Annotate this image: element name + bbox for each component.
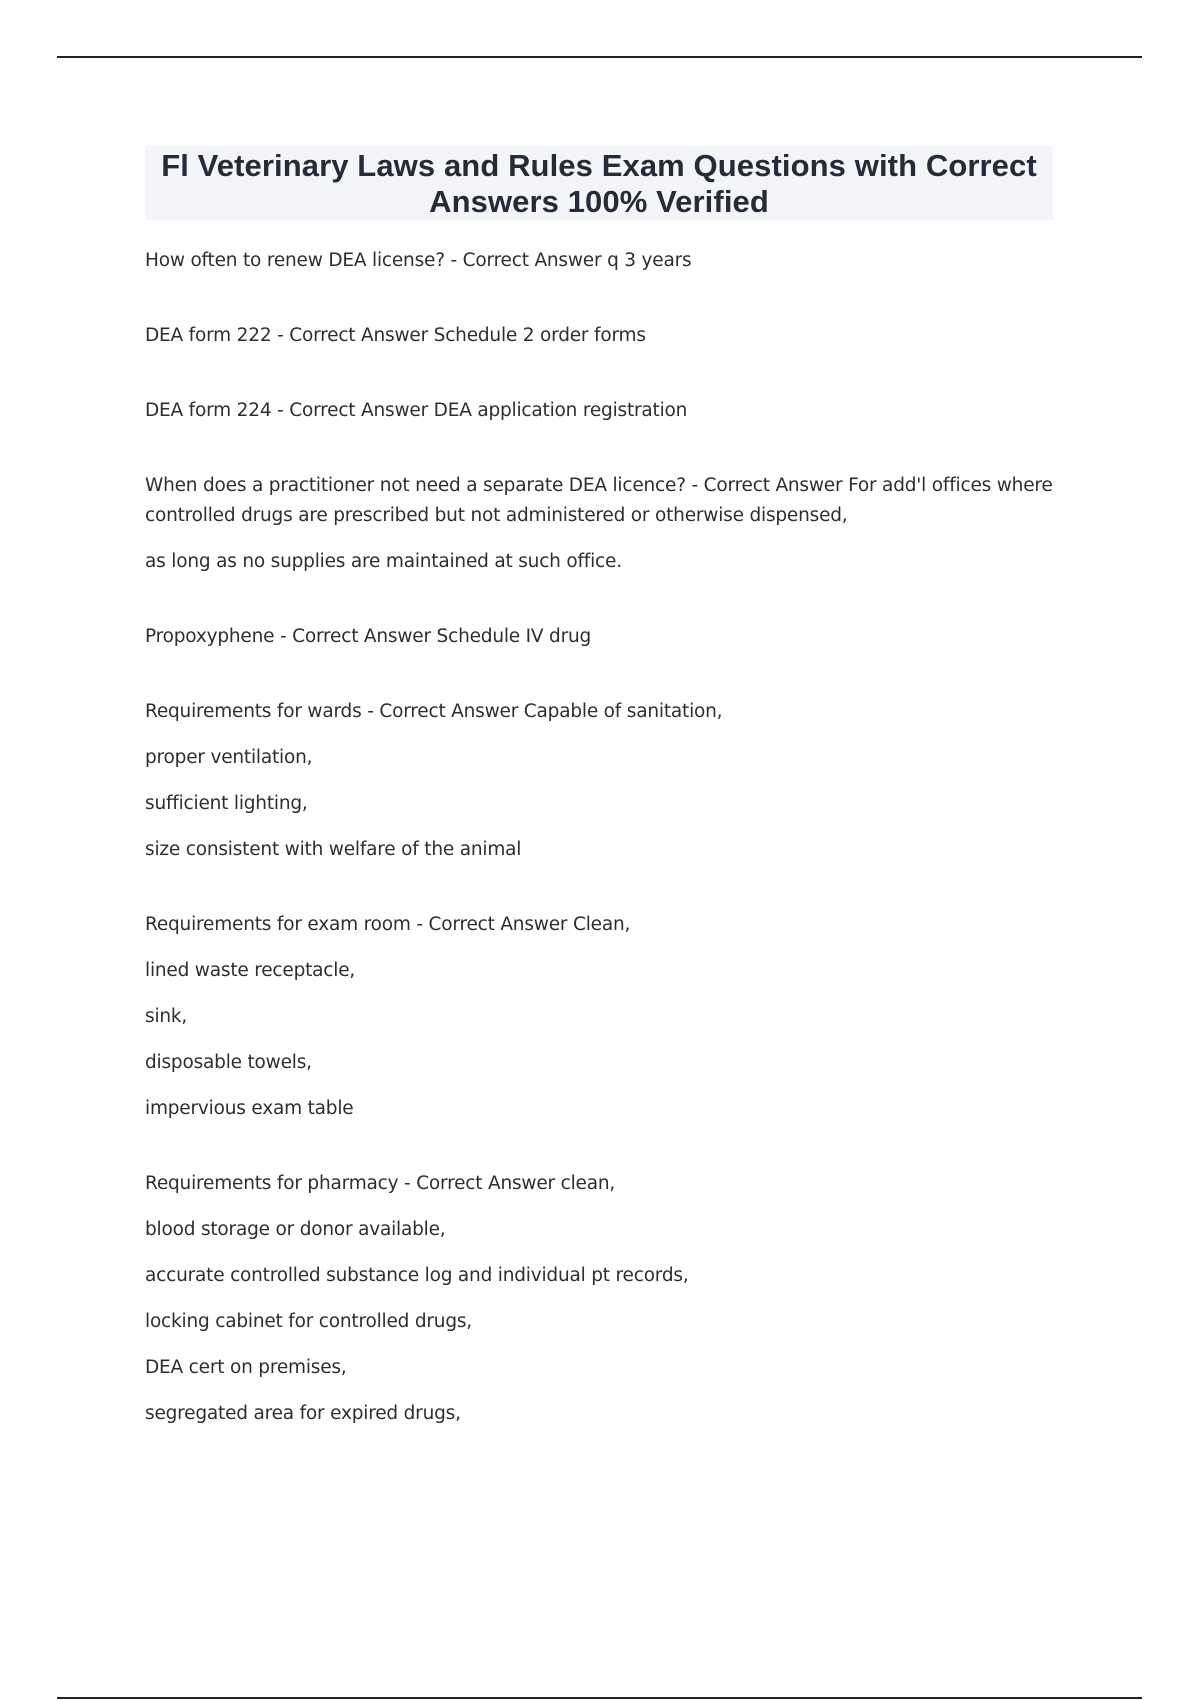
qa-question: How often to renew DEA license? - Correct Answer q 3 years [145,250,692,271]
qa-question: DEA form 222 - Correct Answer Schedule 2 order forms [145,325,646,346]
qa-answer-line: lined waste receptacle, [145,960,356,981]
qa-answer-line: DEA cert on premises, [145,1357,347,1378]
qa-question: Requirements for pharmacy - Correct Answer clean, [145,1173,616,1194]
qa-answer-line: sufficient lighting, [145,793,308,814]
qa-item [145,396,1065,426]
qa-list [145,246,1065,1474]
qa-question: Propoxyphene - Correct Answer Schedule IV drug [145,626,592,647]
qa-item [145,471,1065,577]
qa-item [145,622,1065,652]
document-title-line-2: Answers 100% Verified [429,184,769,219]
qa-question: Requirements for wards - Correct Answer Capable of sanitation, [145,701,723,722]
qa-answer-line: size consistent with welfare of the animal [145,839,522,860]
qa-answer-line: segregated area for expired drugs, [145,1403,461,1424]
qa-answer-line: locking cabinet for controlled drugs, [145,1311,472,1332]
qa-item [145,910,1065,1124]
qa-item [145,321,1065,351]
qa-question: DEA form 224 - Correct Answer DEA application registration [145,400,688,421]
qa-answer-line: accurate controlled substance log and individual pt records, [145,1265,689,1286]
document-title-line-1: Fl Veterinary Laws and Rules Exam Questions with Correct [161,148,1037,183]
qa-answer-line: sink, [145,1006,188,1027]
qa-item [145,246,1065,276]
qa-answer-line: disposable towels, [145,1052,312,1073]
qa-answer-line: as long as no supplies are maintained at such office. [145,551,622,572]
qa-answer-line: impervious exam table [145,1098,354,1119]
qa-question: Requirements for exam room - Correct Answer Clean, [145,914,631,935]
title-block [145,146,1053,220]
footer-rule [57,1697,1142,1699]
header-rule [57,56,1142,58]
qa-answer-line: blood storage or donor available, [145,1219,446,1240]
qa-question: When does a practitioner not need a separate DEA licence? - Correct Answer For add'l offices where controlled drugs are prescribed but not administered or otherwise dispensed, [145,475,1053,526]
qa-answer-line: proper ventilation, [145,747,313,768]
qa-item [145,697,1065,865]
qa-item [145,1169,1065,1429]
document-title [145,146,1053,220]
